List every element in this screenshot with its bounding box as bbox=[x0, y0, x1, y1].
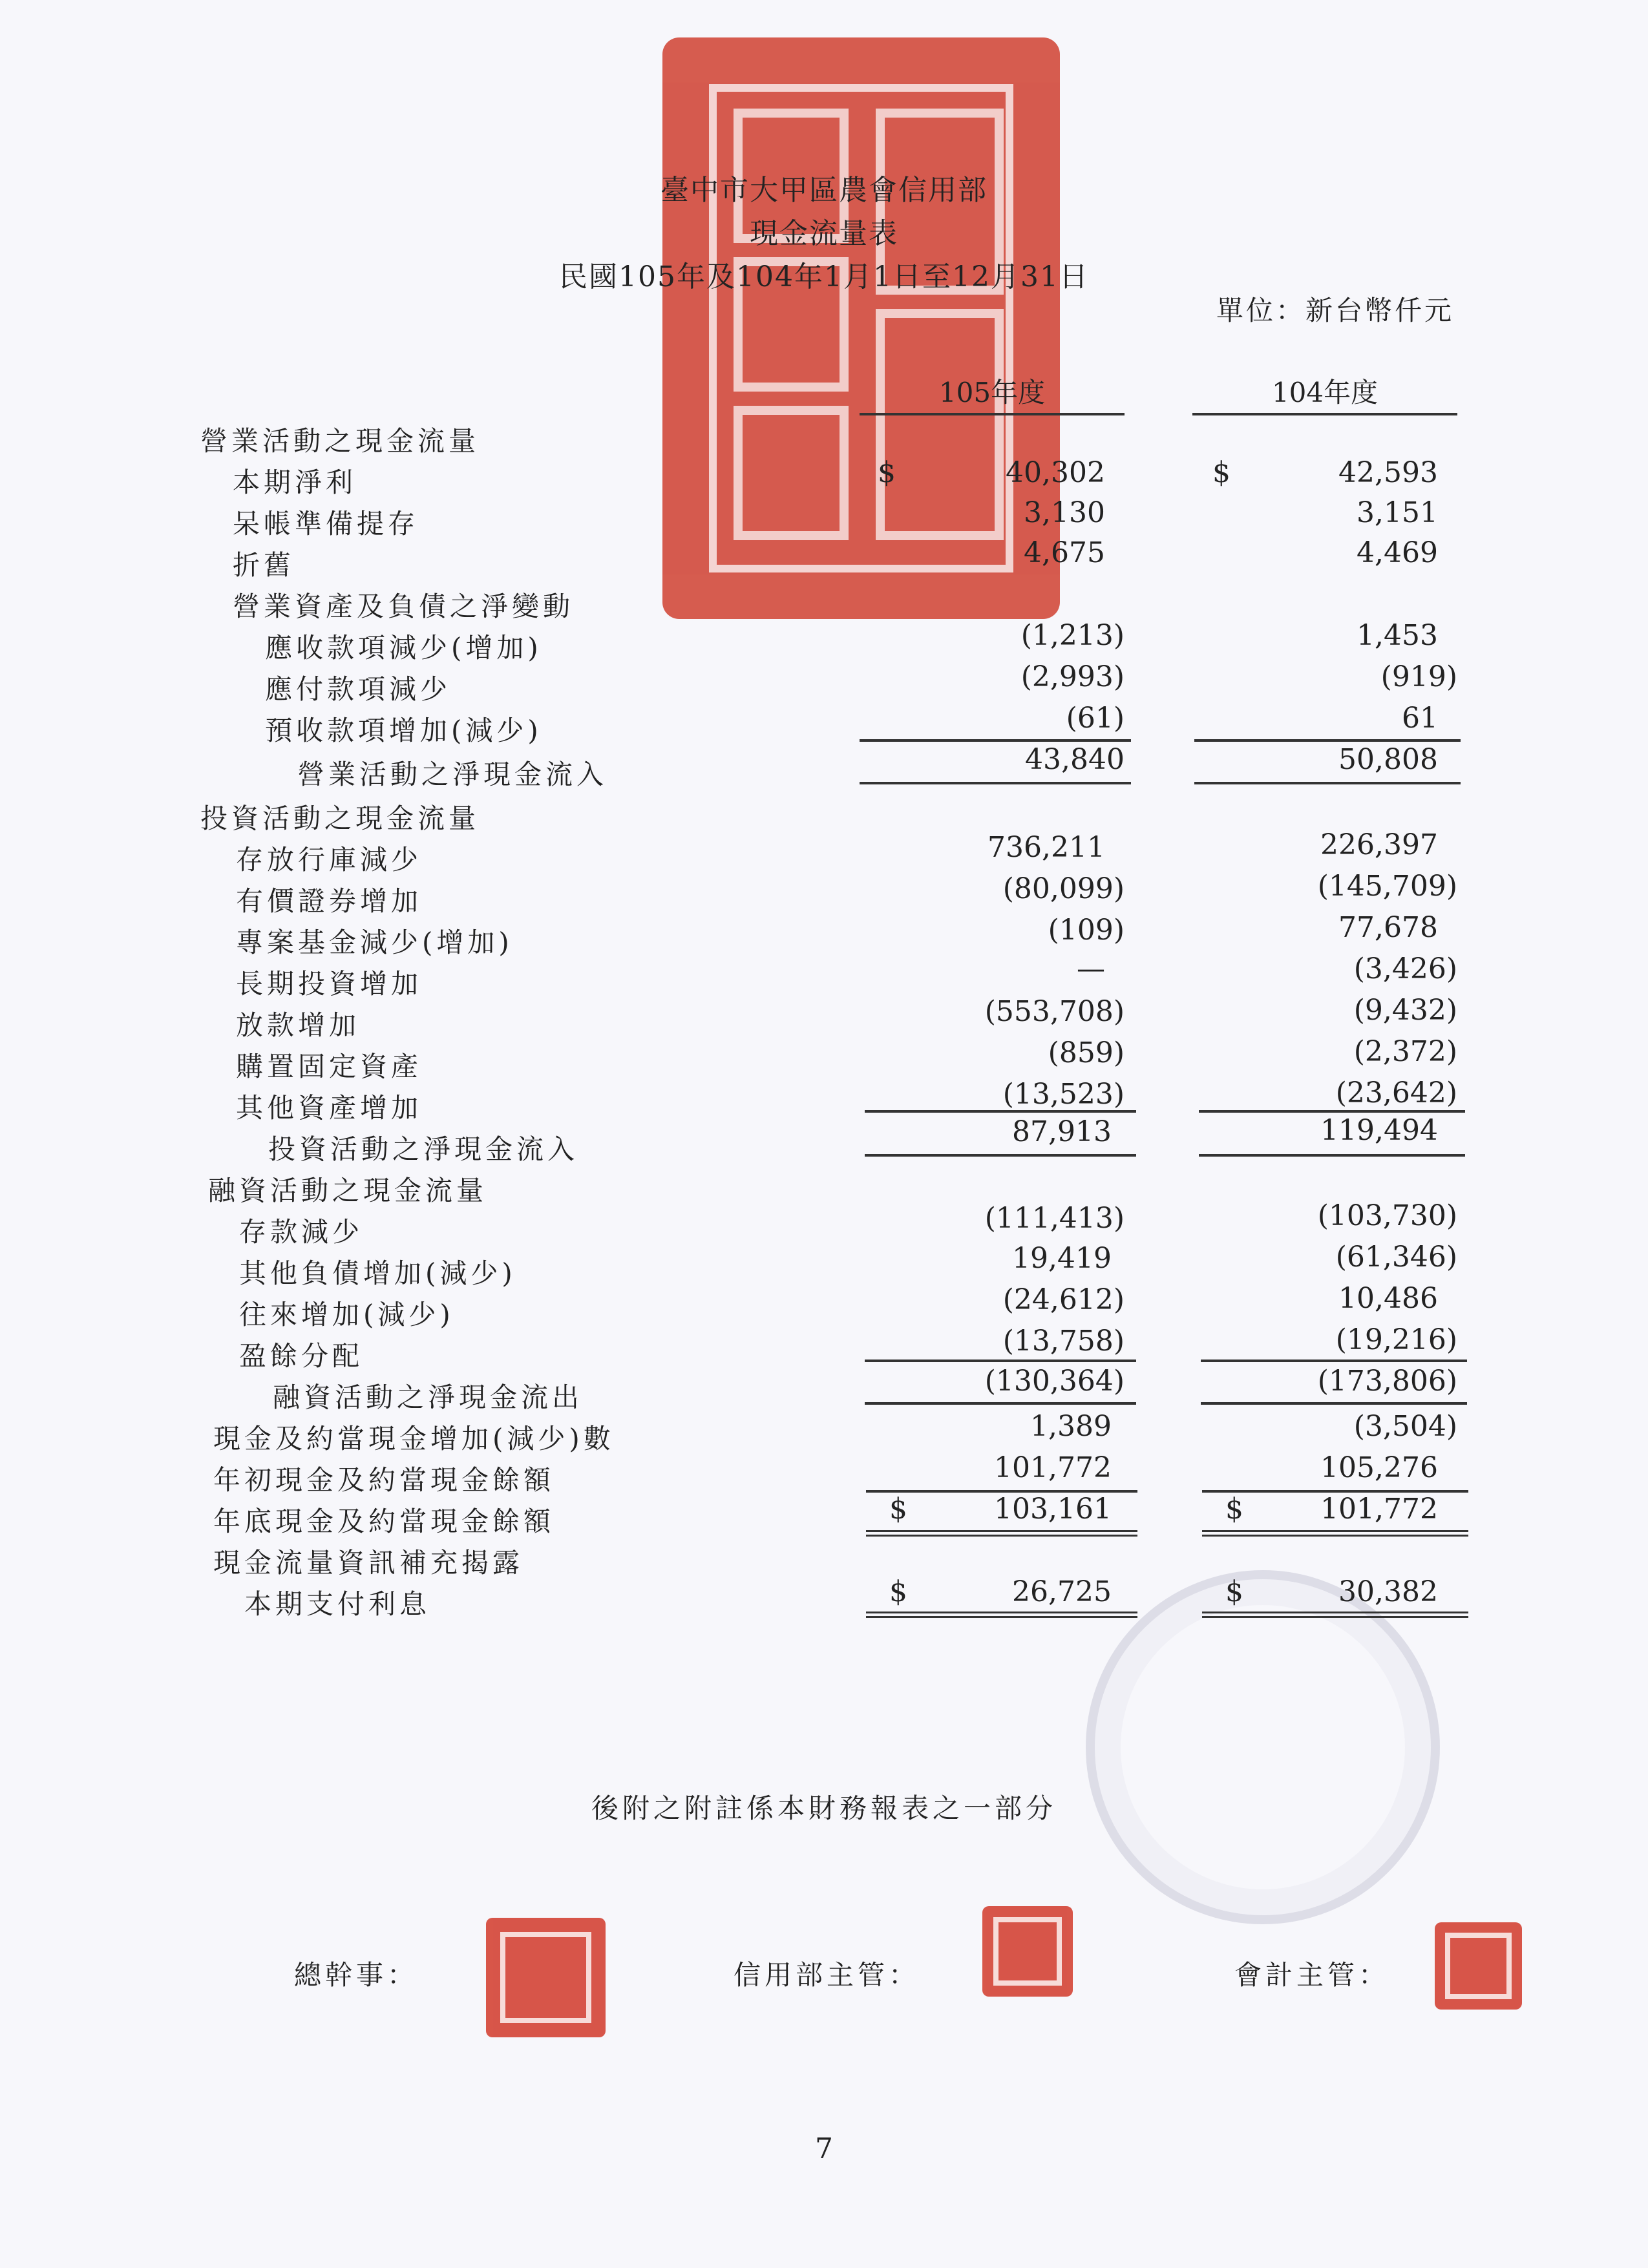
signature-label-accounting-manager: 會計主管： bbox=[1234, 1959, 1390, 1991]
row-label: 營業活動之現金流量 bbox=[200, 425, 480, 457]
large-seal-stamp bbox=[662, 37, 1060, 619]
value-104: 30,382 bbox=[1338, 1575, 1438, 1608]
value-104: 61 bbox=[1402, 702, 1438, 735]
value-104: 226,397 bbox=[1320, 828, 1438, 861]
row-label: 專案基金減少(增加) bbox=[236, 927, 513, 958]
grand-total-double-rule bbox=[1202, 1530, 1468, 1537]
value-104: (173,806) bbox=[1317, 1365, 1457, 1398]
value-105: (859) bbox=[1048, 1036, 1125, 1069]
row-label: 其他負債增加(減少) bbox=[239, 1257, 516, 1289]
value-104: 10,486 bbox=[1338, 1282, 1438, 1315]
value-104: (103,730) bbox=[1317, 1199, 1457, 1232]
row-label: 往來增加(減少) bbox=[239, 1299, 454, 1330]
subtotal-rule bbox=[1194, 739, 1461, 742]
subtotal-rule bbox=[865, 1110, 1136, 1113]
row-label: 投資活動之淨現金流入 bbox=[268, 1133, 579, 1165]
value-105: (2,993) bbox=[1020, 660, 1125, 693]
seal-credit-manager bbox=[982, 1906, 1073, 1997]
column-header-104: 104年度 bbox=[1192, 372, 1457, 415]
row-label: 現金流量資訊補充揭露 bbox=[213, 1547, 524, 1579]
row-label: 營業資產及負債之淨變動 bbox=[233, 591, 575, 622]
row-label: 現金及約當現金增加(減少)數 bbox=[213, 1423, 615, 1454]
row-label: 存款減少 bbox=[239, 1216, 364, 1248]
row-label: 其他資產增加 bbox=[236, 1092, 423, 1124]
row-label: 融資活動之淨現金流出 bbox=[273, 1381, 584, 1413]
value-105: (1,213) bbox=[1020, 619, 1125, 652]
grand-total-double-rule bbox=[1202, 1612, 1468, 1618]
seal-general-manager bbox=[486, 1918, 606, 2037]
signature-label-credit-manager: 信用部主管： bbox=[734, 1959, 920, 1991]
footnote: 後附之附註係本財務報表之一部分 bbox=[591, 1792, 1057, 1824]
value-105: 736,211 bbox=[988, 831, 1105, 864]
total-rule bbox=[1194, 782, 1461, 784]
value-105: (111,413) bbox=[984, 1202, 1125, 1235]
row-label: 長期投資增加 bbox=[236, 968, 423, 1000]
row-label: 盈餘分配 bbox=[239, 1340, 364, 1372]
total-rule bbox=[865, 1402, 1136, 1405]
value-105: (61) bbox=[1066, 702, 1125, 735]
row-label: 應付款項減少 bbox=[265, 673, 452, 705]
value-105: 4,675 bbox=[1024, 536, 1105, 569]
value-104: 42,593 bbox=[1338, 456, 1438, 489]
subtotal-rule bbox=[865, 1360, 1136, 1362]
currency-symbol: $ bbox=[1212, 456, 1231, 489]
signature-label-general-manager: 總幹事： bbox=[294, 1959, 419, 1991]
row-label: 投資活動之現金流量 bbox=[200, 803, 480, 834]
statement-period: 民國105年及104年1月1日至12月31日 bbox=[559, 260, 1089, 293]
value-104: (3,504) bbox=[1353, 1410, 1457, 1443]
value-104: (3,426) bbox=[1353, 952, 1457, 985]
currency-symbol: $ bbox=[878, 456, 896, 489]
value-104: (61,346) bbox=[1335, 1241, 1457, 1274]
page-number: 7 bbox=[815, 2132, 833, 2165]
value-104: 119,494 bbox=[1320, 1114, 1438, 1147]
total-rule bbox=[860, 782, 1131, 784]
value-104: 4,469 bbox=[1357, 536, 1438, 569]
org-name: 臺中市大甲區農會信用部 bbox=[660, 174, 988, 207]
value-105: 101,772 bbox=[994, 1451, 1112, 1484]
statement-title: 現金流量表 bbox=[750, 217, 898, 250]
row-label: 呆帳準備提存 bbox=[233, 508, 419, 540]
value-104: (9,432) bbox=[1353, 994, 1457, 1027]
row-label: 本期支付利息 bbox=[244, 1588, 431, 1620]
value-104: (145,709) bbox=[1317, 870, 1457, 903]
seal-accounting-manager bbox=[1435, 1922, 1522, 2010]
total-rule bbox=[865, 1154, 1136, 1157]
unit-label: 單位：新台幣仟元 bbox=[1216, 295, 1454, 326]
value-105: (13,523) bbox=[1002, 1078, 1125, 1111]
value-105: (553,708) bbox=[984, 995, 1125, 1028]
row-label: 存放行庫減少 bbox=[236, 844, 423, 876]
value-105: (24,612) bbox=[1002, 1283, 1125, 1316]
value-105: (13,758) bbox=[1002, 1325, 1125, 1358]
currency-symbol: $ bbox=[1225, 1493, 1243, 1526]
row-label: 融資活動之現金流量 bbox=[208, 1175, 488, 1206]
total-rule bbox=[1199, 1154, 1465, 1157]
subtotal-rule bbox=[1201, 1360, 1467, 1362]
row-label: 應收款項減少(增加) bbox=[265, 632, 542, 664]
subtotal-rule bbox=[1199, 1110, 1465, 1113]
value-104: (2,372) bbox=[1353, 1035, 1457, 1068]
row-label: 年底現金及約當現金餘額 bbox=[213, 1506, 555, 1537]
value-104: 3,151 bbox=[1357, 496, 1438, 529]
row-label: 營業活動之淨現金流入 bbox=[297, 759, 608, 790]
value-105: 19,419 bbox=[1012, 1242, 1112, 1275]
value-105: 87,913 bbox=[1012, 1115, 1112, 1148]
row-label: 折舊 bbox=[233, 549, 295, 581]
row-label: 放款增加 bbox=[236, 1009, 361, 1041]
value-105: (109) bbox=[1048, 914, 1125, 947]
value-105: — bbox=[1077, 952, 1105, 985]
value-104: 101,772 bbox=[1320, 1493, 1438, 1526]
row-label: 購置固定資產 bbox=[236, 1051, 423, 1082]
column-header-105: 105年度 bbox=[860, 372, 1125, 415]
value-104: 77,678 bbox=[1338, 911, 1438, 944]
row-label: 年初現金及約當現金餘額 bbox=[213, 1464, 555, 1496]
value-104: (919) bbox=[1380, 660, 1457, 693]
value-104: 105,276 bbox=[1320, 1451, 1438, 1484]
grand-total-double-rule bbox=[866, 1612, 1137, 1618]
value-105: 103,161 bbox=[994, 1493, 1112, 1526]
total-rule bbox=[1201, 1402, 1467, 1405]
value-104: 1,453 bbox=[1357, 619, 1438, 652]
row-label: 本期淨利 bbox=[233, 467, 357, 498]
value-105: 40,302 bbox=[1006, 456, 1105, 489]
row-label: 預收款項增加(減少) bbox=[265, 715, 542, 746]
currency-symbol: $ bbox=[889, 1493, 907, 1526]
currency-symbol: $ bbox=[1225, 1575, 1243, 1608]
currency-symbol: $ bbox=[889, 1575, 907, 1608]
value-105: 26,725 bbox=[1012, 1575, 1112, 1608]
value-105: (80,099) bbox=[1002, 872, 1125, 905]
value-105: (130,364) bbox=[984, 1365, 1125, 1398]
value-105: 3,130 bbox=[1024, 496, 1105, 529]
grand-total-double-rule bbox=[866, 1530, 1137, 1537]
row-label: 有價證券增加 bbox=[236, 885, 423, 917]
value-105: 43,840 bbox=[1025, 743, 1125, 776]
embossed-seal bbox=[1086, 1570, 1440, 1924]
value-105: 1,389 bbox=[1030, 1410, 1112, 1443]
value-104: 50,808 bbox=[1338, 743, 1438, 776]
value-104: (23,642) bbox=[1335, 1076, 1457, 1109]
value-104: (19,216) bbox=[1335, 1323, 1457, 1356]
subtotal-rule bbox=[860, 739, 1131, 742]
